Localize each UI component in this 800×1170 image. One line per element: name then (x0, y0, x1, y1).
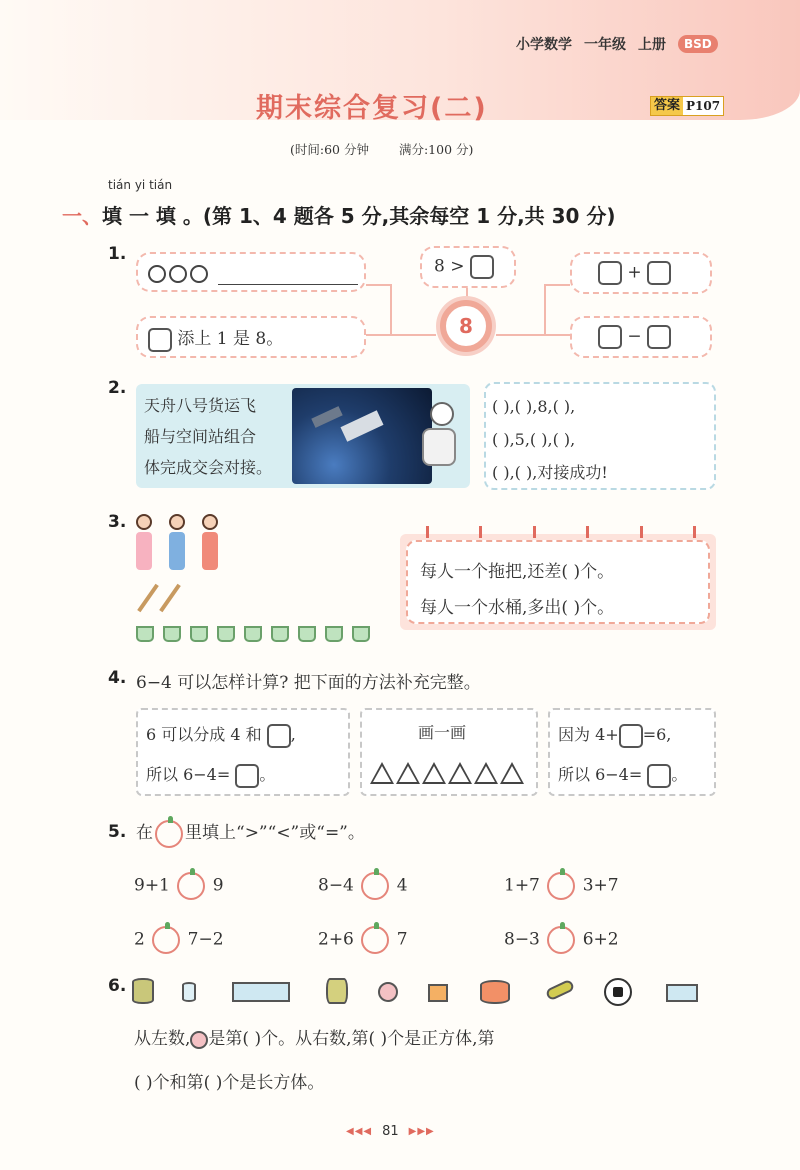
left-arrows-icon: ◀◀◀ (346, 1126, 373, 1137)
q1-box-minus (570, 316, 712, 358)
bucket-icon (163, 626, 181, 642)
header-subject: 小学数学 (516, 37, 572, 53)
pin-icon (640, 526, 643, 538)
q1-plus-sign: + (627, 262, 642, 283)
q3-board-inner (406, 540, 710, 624)
sphere-icon (378, 982, 398, 1002)
q3-number: 3. (108, 512, 127, 532)
q2-seq-line[interactable]: ( ),( ),8,( ), (492, 397, 576, 416)
q4-method-draw (360, 708, 538, 796)
gear-value: 8 (459, 314, 473, 338)
cylinder-icon (132, 978, 154, 1004)
q5-item: 2+6 7 (318, 926, 408, 954)
kid-figure (169, 514, 187, 572)
connector-line (390, 284, 392, 336)
q5-item: 2 7−2 (134, 926, 224, 954)
astronaut-image (422, 402, 464, 476)
header-meta (516, 34, 718, 54)
q2-story-line: 船与空间站组合 (144, 427, 257, 446)
space-station-image (292, 388, 432, 484)
q6-line1-b: 是第( )个。从右数,第( )个是正方体,第 (208, 1029, 495, 1049)
q4-because-text: 因为 4+ (558, 725, 619, 744)
board-pins (426, 526, 696, 538)
pin-icon (479, 526, 482, 538)
answer-square[interactable] (598, 325, 622, 349)
q2-seq-line[interactable]: ( ),( ),对接成功! (492, 463, 608, 482)
pin-icon (533, 526, 536, 538)
q2-seq-line[interactable]: ( ),5,( ),( ), (492, 430, 576, 449)
space-station-shape (340, 410, 383, 441)
answer-label: 答案 (654, 98, 681, 113)
q1-add-text: 添上 1 是 8。 (177, 329, 284, 349)
q6-line1[interactable] (134, 1024, 495, 1049)
q1-minus-row (598, 325, 671, 349)
answer-square[interactable] (470, 255, 494, 279)
section-title-text: 填 一 填 。(第 1、4 题各 5 分,其余每空 1 分,共 30 分) (102, 204, 616, 228)
pin-icon (693, 526, 696, 538)
pin-icon (586, 526, 589, 538)
connector-line (544, 334, 570, 336)
q2-story-text (144, 390, 272, 483)
answer-square[interactable] (235, 764, 259, 788)
cylinder-icon (326, 978, 348, 1004)
solar-panel-shape (311, 406, 342, 428)
triangle-icon (448, 762, 472, 784)
answer-square[interactable] (267, 724, 291, 748)
q3-board-text (420, 554, 614, 626)
answer-tag[interactable] (650, 96, 724, 116)
q1-box-plus (570, 252, 712, 294)
mops-illustration (146, 582, 190, 618)
apple-answer-icon[interactable] (177, 872, 205, 900)
q1-number: 1. (108, 244, 127, 264)
soccer-ball-icon (604, 978, 632, 1006)
cuboid-icon (232, 982, 290, 1002)
q2-story-box (136, 384, 470, 488)
gear-icon (440, 300, 492, 352)
answer-page: P107 (683, 97, 723, 115)
section-title (62, 200, 616, 229)
buckets-illustration (136, 626, 379, 646)
cylinder-icon (480, 980, 510, 1004)
q6-line1-a: 从左数, (134, 1029, 191, 1049)
q3-board (400, 534, 716, 630)
bucket-icon (136, 626, 154, 642)
page-footer (346, 1124, 435, 1139)
apple-answer-icon[interactable] (152, 926, 180, 954)
answer-square[interactable] (647, 325, 671, 349)
q2-story-line: 体完成交会对接。 (144, 458, 273, 477)
q1-add-row (148, 324, 283, 352)
q4-draw-title: 画一画 (418, 723, 467, 742)
q2-number: 2. (108, 378, 127, 398)
bucket-icon (298, 626, 316, 642)
q5-prompt (136, 818, 365, 848)
apple-answer-icon[interactable] (547, 926, 575, 954)
bucket-icon (190, 626, 208, 642)
connector-line (366, 334, 436, 336)
q5-item: 8−3 6+2 (504, 926, 619, 954)
q5-prompt-a: 在 (136, 823, 153, 843)
q4-because-end: =6, (642, 725, 672, 744)
circle-icon (148, 265, 166, 283)
circle-icon (169, 265, 187, 283)
kids-illustration (136, 514, 230, 576)
right-arrows-icon: ▶▶▶ (408, 1126, 435, 1137)
edition-badge: BSD (678, 35, 718, 53)
q3-line-bucket[interactable]: 每人一个水桶,多出( )个。 (420, 598, 615, 618)
header-volume: 上册 (638, 37, 666, 53)
q4-split-line2: 所以 6−4= 。 (146, 762, 275, 788)
q4-method-split (136, 708, 350, 796)
q4-prompt: 6−4 可以怎样计算? 把下面的方法补充完整。 (136, 673, 481, 693)
kid-figure (202, 514, 220, 572)
triangle-icon (396, 762, 420, 784)
cylinder-icon (545, 979, 575, 1002)
q1-compare-text: 8 > (434, 256, 465, 277)
section-number: 一、 (62, 204, 102, 228)
bucket-icon (244, 626, 262, 642)
q1-box-add (136, 316, 366, 358)
section-pinyin: tián yi tián (108, 178, 173, 192)
answer-square[interactable] (619, 724, 643, 748)
apple-answer-icon[interactable] (361, 872, 389, 900)
mop-icon (137, 584, 159, 613)
q3-line-mop[interactable]: 每人一个拖把,还差( )个。 (420, 562, 615, 582)
q4-method-because (548, 708, 716, 796)
connector-line (496, 334, 546, 336)
q4-split-result: 所以 6−4= (146, 765, 231, 784)
q4-because-line1 (558, 722, 671, 748)
q1-compare-row (434, 255, 494, 279)
triangle-icon (422, 762, 446, 784)
cuboid-icon (666, 984, 698, 1002)
exam-score: 满分:100 分) (398, 142, 474, 157)
bucket-icon (271, 626, 289, 642)
exam-info (290, 140, 473, 158)
q5-item: 8−4 4 (318, 872, 408, 900)
connector-line (544, 284, 546, 336)
answer-square[interactable] (148, 328, 172, 352)
circle-icon (190, 265, 208, 283)
answer-square[interactable] (598, 261, 622, 285)
triangle-icon (474, 762, 498, 784)
q2-story-line: 天舟八号货运飞 (144, 396, 257, 415)
pin-icon (426, 526, 429, 538)
q6-line2[interactable]: ( )个和第( )个是长方体。 (134, 1073, 325, 1093)
exam-time: (时间:60 分钟 (290, 142, 369, 157)
apple-icon (155, 820, 183, 848)
mop-icon (159, 584, 181, 613)
apple-answer-icon[interactable] (361, 926, 389, 954)
page-number: 81 (382, 1124, 399, 1139)
header-grade: 一年级 (584, 37, 626, 53)
q1-answer-line[interactable] (218, 284, 358, 285)
q4-because-line2: 所以 6−4= 。 (558, 762, 687, 788)
q2-sequence-text (492, 390, 608, 489)
bucket-icon (325, 626, 343, 642)
connector-line (366, 284, 392, 286)
answer-square[interactable] (647, 764, 671, 788)
q5-item: 9+1 9 (134, 872, 224, 900)
apple-answer-icon[interactable] (547, 872, 575, 900)
bucket-icon (352, 626, 370, 642)
sphere-icon (190, 1031, 208, 1049)
connector-line (544, 284, 570, 286)
q4-split-text: 6 可以分成 4 和 (146, 725, 262, 744)
q4-number: 4. (108, 668, 127, 688)
triangle-icon (500, 762, 524, 784)
q5-number: 5. (108, 822, 127, 842)
q4-because-result: 所以 6−4= (558, 765, 643, 784)
triangle-row (370, 762, 526, 788)
answer-square[interactable] (647, 261, 671, 285)
triangle-icon (370, 762, 394, 784)
q1-minus-sign: − (627, 326, 642, 347)
q2-sequence-box (484, 382, 716, 490)
q4-split-line1: 6 可以分成 4 和 , (146, 722, 296, 748)
kid-figure (136, 514, 154, 572)
circle-group (148, 263, 211, 283)
page-title: 期末综合复习(二) (256, 93, 488, 124)
bucket-icon (217, 626, 235, 642)
cylinder-icon (182, 982, 196, 1002)
q1-box-compare (420, 246, 516, 288)
q1-plus-row (598, 261, 671, 285)
q1-box-circles (136, 252, 366, 292)
cube-icon (428, 984, 448, 1002)
q6-number: 6. (108, 976, 127, 996)
q5-prompt-b: 里填上“>”“<”或“=”。 (185, 823, 365, 843)
q5-item: 1+7 3+7 (504, 872, 619, 900)
